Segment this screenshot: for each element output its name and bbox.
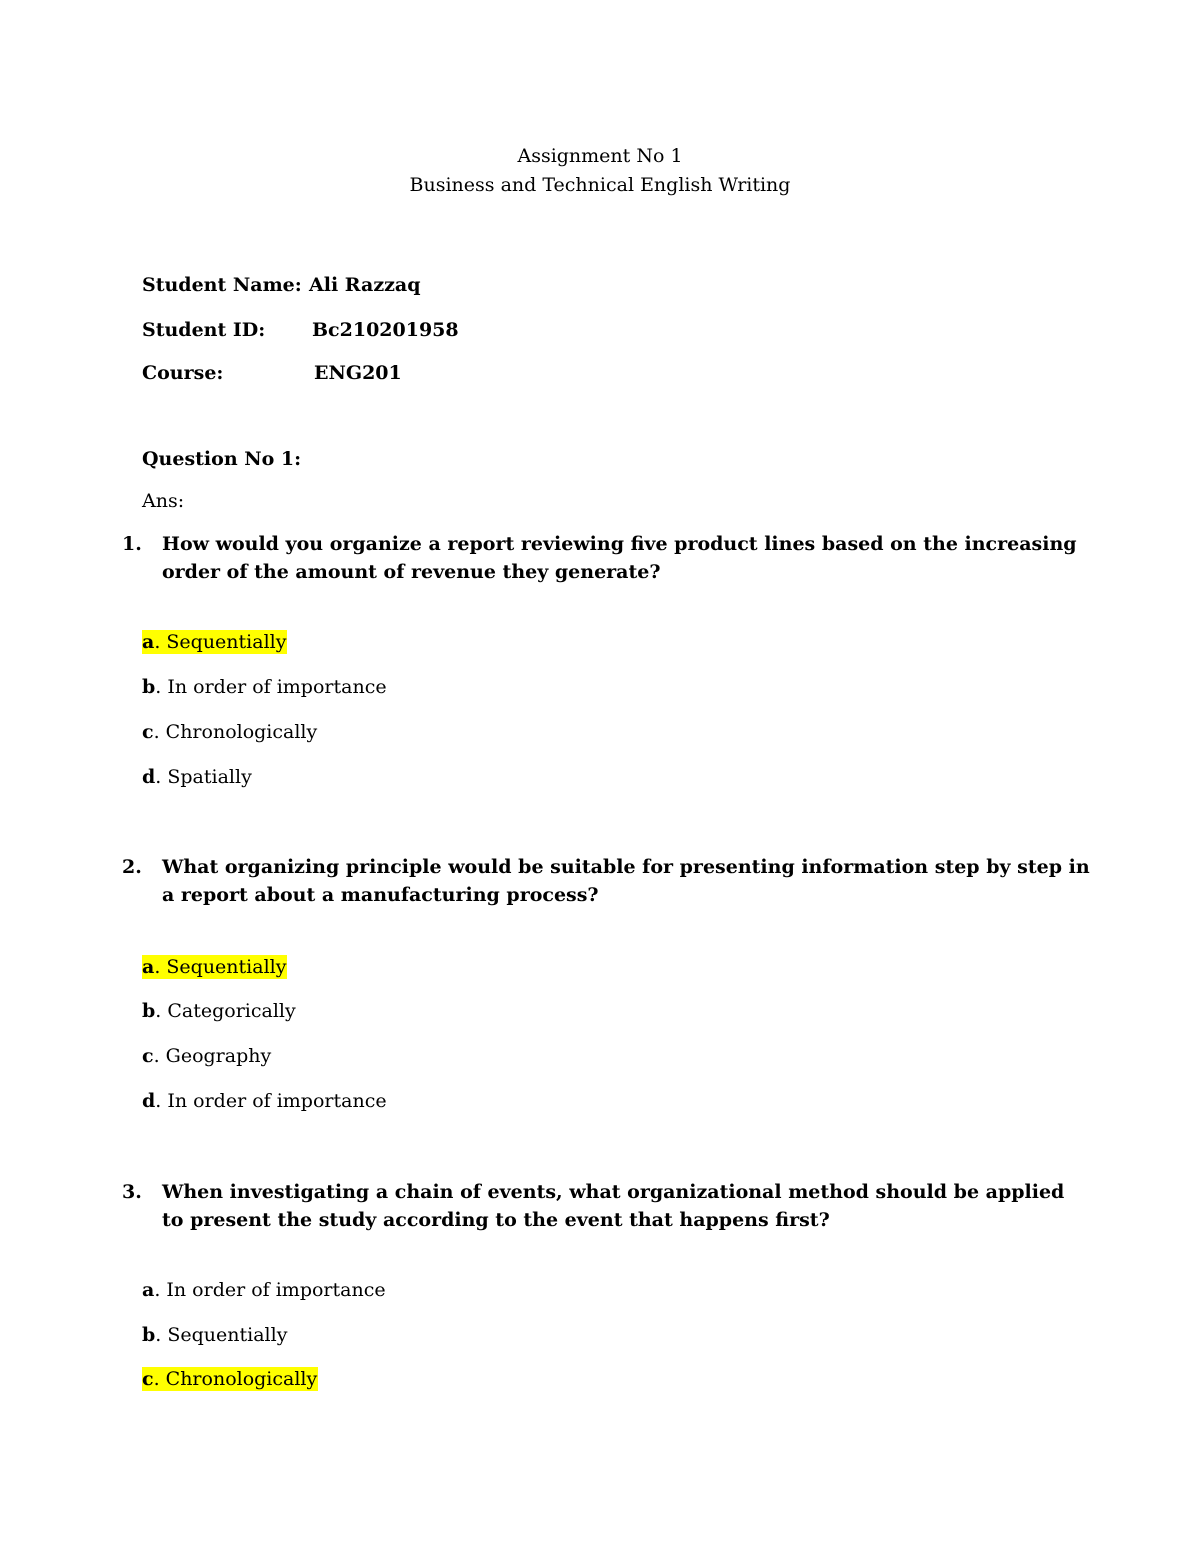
option-highlight [142,1367,318,1391]
option-letter: b [142,676,156,698]
option-highlight [142,630,287,654]
option-highlight [142,955,287,979]
course-label: Course: [142,362,224,384]
question-3 [122,1178,1092,1234]
student-name-label: Student Name: [142,274,302,296]
question-2-option-c [142,1044,271,1068]
option-letter: d [142,766,156,788]
option-letter: c [142,1045,154,1067]
question-heading: Question No 1: [142,448,302,470]
option-letter: a [142,631,155,653]
question-3-text: When investigating a chain of events, what organizational method should be applied to present the study according to the event that happens first? [162,1181,1065,1231]
question-3-option-c [142,1367,318,1391]
question-1-number: 1. [122,533,142,555]
question-1-option-c [142,720,317,744]
option-text: . Sequentially [154,631,287,653]
option-text: . Sequentially [154,956,287,978]
document-subtitle: Business and Technical English Writing [409,174,791,196]
option-letter: c [142,721,154,743]
student-id-value: Bc210201958 [312,319,459,341]
course-value: ENG201 [314,362,402,384]
question-1 [122,530,1092,586]
option-text: . In order of importance [155,1090,387,1112]
question-2-number: 2. [122,856,142,878]
question-3-option-b [142,1323,287,1347]
question-2-option-a [142,955,287,979]
option-text: . Spatially [155,766,252,788]
option-letter: c [142,1368,154,1390]
option-letter: b [142,1000,156,1022]
question-1-text: How would you organize a report reviewing five product lines based on the increasing order of the amount of revenue they generate? [162,533,1077,583]
student-name-value: Ali Razzaq [309,274,421,296]
question-1-option-b [142,675,387,699]
question-2-option-d [142,1089,387,1113]
option-text: . Sequentially [155,1324,288,1346]
document-title: Assignment No 1 [517,145,683,167]
option-text: . Categorically [155,1000,296,1022]
question-2-text: What organizing principle would be suitable for presenting information step by step in a report about a manufacturing process? [162,856,1090,906]
option-text: . In order of importance [155,676,387,698]
option-text: . Geography [153,1045,272,1067]
question-3-option-a [142,1278,386,1302]
option-letter: a [142,1279,155,1301]
option-text: . In order of importance [154,1279,386,1301]
option-letter: d [142,1090,156,1112]
question-1-option-a [142,630,287,654]
answer-label: Ans: [142,490,185,512]
option-text: . Chronologically [153,1368,318,1390]
option-letter: a [142,956,155,978]
student-id-label: Student ID: [142,319,266,341]
question-2-option-b [142,999,296,1023]
option-letter: b [142,1324,156,1346]
question-3-number: 3. [122,1181,142,1203]
question-2 [122,853,1092,909]
question-1-option-d [142,765,252,789]
option-text: . Chronologically [153,721,318,743]
